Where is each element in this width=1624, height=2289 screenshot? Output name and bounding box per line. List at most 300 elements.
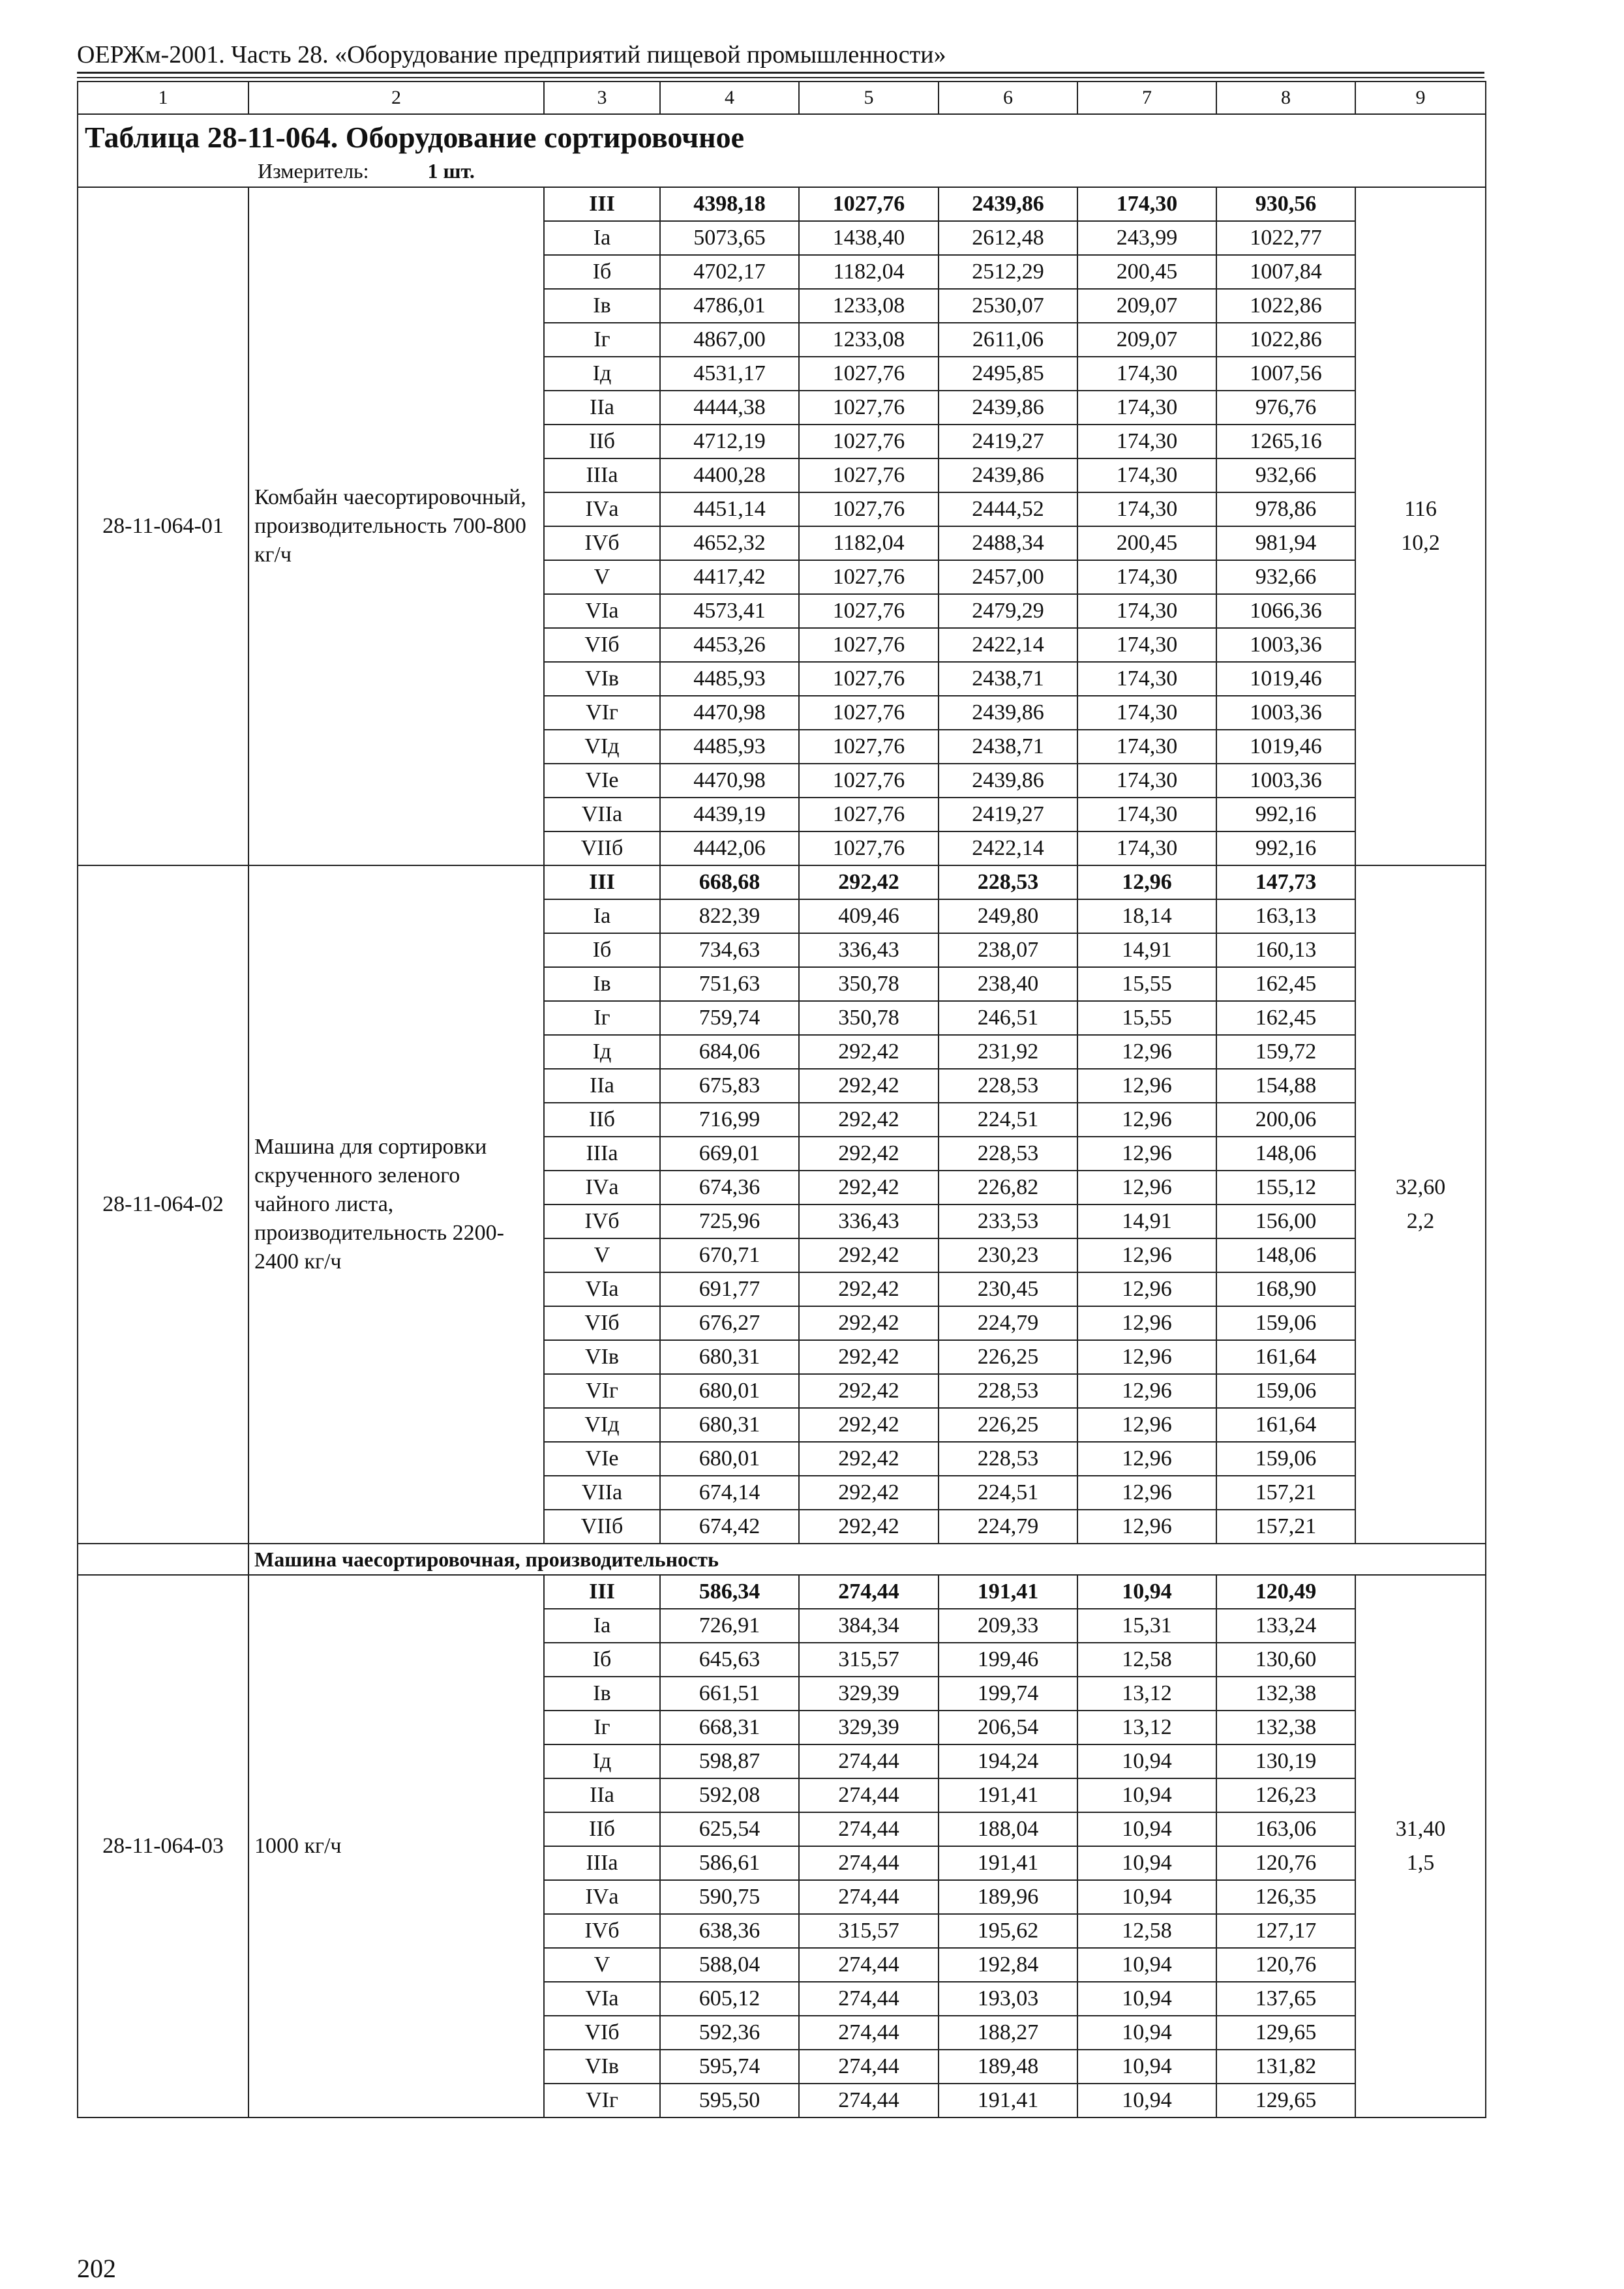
value-cell: 1022,77 xyxy=(1216,221,1355,255)
value-cell: 592,36 xyxy=(660,2016,799,2050)
value-cell: 2438,71 xyxy=(939,662,1077,696)
value-cell: 162,45 xyxy=(1216,967,1355,1001)
value-cell: 161,64 xyxy=(1216,1340,1355,1374)
value-cell: 1027,76 xyxy=(799,696,939,730)
value-cell: 292,42 xyxy=(799,1035,939,1069)
value-cell: 586,34 xyxy=(660,1575,799,1609)
value-cell: 1438,40 xyxy=(799,221,939,255)
zone-cell: IVб xyxy=(544,526,660,560)
zone-cell: IIа xyxy=(544,1069,660,1103)
value-cell: 228,53 xyxy=(939,865,1077,899)
value-cell: 661,51 xyxy=(660,1677,799,1711)
value-cell: 274,44 xyxy=(799,1744,939,1778)
zone-cell: Iв xyxy=(544,967,660,1001)
zone-cell: V xyxy=(544,1238,660,1272)
value-cell: 1182,04 xyxy=(799,526,939,560)
value-cell: 409,46 xyxy=(799,899,939,933)
item-col9 xyxy=(1355,1575,1486,2117)
value-cell: 174,30 xyxy=(1077,458,1216,492)
value-cell: 978,86 xyxy=(1216,492,1355,526)
value-cell: 1027,76 xyxy=(799,798,939,831)
value-cell: 206,54 xyxy=(939,1711,1077,1744)
zone-cell: VIб xyxy=(544,1306,660,1340)
value-cell: 2439,86 xyxy=(939,458,1077,492)
value-cell: 18,14 xyxy=(1077,899,1216,933)
value-cell: 4485,93 xyxy=(660,730,799,764)
value-cell: 159,06 xyxy=(1216,1374,1355,1408)
zone-cell: IVа xyxy=(544,492,660,526)
value-cell: 1027,76 xyxy=(799,425,939,458)
value-cell: 976,76 xyxy=(1216,391,1355,425)
value-cell: 188,27 xyxy=(939,2016,1077,2050)
value-cell: 162,45 xyxy=(1216,1001,1355,1035)
value-cell: 590,75 xyxy=(660,1880,799,1914)
value-cell: 174,30 xyxy=(1077,764,1216,798)
zone-cell: Iб xyxy=(544,1643,660,1677)
value-cell: 292,42 xyxy=(799,1408,939,1442)
value-cell: 1027,76 xyxy=(799,391,939,425)
col9-value: 10,2 xyxy=(1401,531,1440,555)
zone-cell: V xyxy=(544,560,660,594)
value-cell: 2439,86 xyxy=(939,391,1077,425)
value-cell: 10,94 xyxy=(1077,1812,1216,1846)
value-cell: 4398,18 xyxy=(660,187,799,221)
value-cell: 1019,46 xyxy=(1216,662,1355,696)
value-cell: 155,12 xyxy=(1216,1171,1355,1204)
value-cell: 292,42 xyxy=(799,1238,939,1272)
value-cell: 1233,08 xyxy=(799,323,939,357)
zone-cell: IIб xyxy=(544,425,660,458)
value-cell: 4702,17 xyxy=(660,255,799,289)
value-cell: 384,34 xyxy=(799,1609,939,1643)
value-cell: 12,96 xyxy=(1077,1272,1216,1306)
zone-cell: Iд xyxy=(544,1744,660,1778)
value-cell: 15,55 xyxy=(1077,1001,1216,1035)
value-cell: 292,42 xyxy=(799,1374,939,1408)
value-cell: 4470,98 xyxy=(660,696,799,730)
zone-cell: VIб xyxy=(544,628,660,662)
value-cell: 336,43 xyxy=(799,1204,939,1238)
value-cell: 200,06 xyxy=(1216,1103,1355,1137)
zone-cell: IVб xyxy=(544,1204,660,1238)
value-cell: 1027,76 xyxy=(799,458,939,492)
value-cell: 2457,00 xyxy=(939,560,1077,594)
zone-cell: IIIа xyxy=(544,1137,660,1171)
zone-cell: Iд xyxy=(544,1035,660,1069)
value-cell: 199,46 xyxy=(939,1643,1077,1677)
value-cell: 274,44 xyxy=(799,1812,939,1846)
value-cell: 2479,29 xyxy=(939,594,1077,628)
value-cell: 230,45 xyxy=(939,1272,1077,1306)
col-number: 7 xyxy=(1077,82,1216,114)
value-cell: 168,90 xyxy=(1216,1272,1355,1306)
table-row xyxy=(78,187,1486,221)
page-number: 202 xyxy=(77,2254,116,2283)
value-cell: 233,53 xyxy=(939,1204,1077,1238)
table-title: Таблица 28-11-064. Оборудование сортировочное xyxy=(85,121,745,154)
value-cell: 10,94 xyxy=(1077,1778,1216,1812)
value-cell: 691,77 xyxy=(660,1272,799,1306)
col9-value: 32,60 xyxy=(1395,1175,1446,1199)
value-cell: 15,31 xyxy=(1077,1609,1216,1643)
value-cell: 200,45 xyxy=(1077,526,1216,560)
zone-cell: IVа xyxy=(544,1171,660,1204)
value-cell: 668,31 xyxy=(660,1711,799,1744)
value-cell: 10,94 xyxy=(1077,1948,1216,1982)
value-cell: 595,74 xyxy=(660,2050,799,2084)
value-cell: 174,30 xyxy=(1077,798,1216,831)
value-cell: 10,94 xyxy=(1077,2016,1216,2050)
value-cell: 4453,26 xyxy=(660,628,799,662)
value-cell: 1265,16 xyxy=(1216,425,1355,458)
value-cell: 645,63 xyxy=(660,1643,799,1677)
value-cell: 12,96 xyxy=(1077,865,1216,899)
col9-value: 2,2 xyxy=(1406,1209,1435,1233)
zone-cell: VIа xyxy=(544,1982,660,2016)
zone-cell: IIа xyxy=(544,1778,660,1812)
value-cell: 200,45 xyxy=(1077,255,1216,289)
value-cell: 159,72 xyxy=(1216,1035,1355,1069)
header-rule-thin xyxy=(77,77,1484,78)
value-cell: 274,44 xyxy=(799,2016,939,2050)
value-cell: 159,06 xyxy=(1216,1306,1355,1340)
value-cell: 199,74 xyxy=(939,1677,1077,1711)
col-number: 8 xyxy=(1216,82,1355,114)
zone-cell: VIг xyxy=(544,1374,660,1408)
value-cell: 174,30 xyxy=(1077,425,1216,458)
value-cell: 163,13 xyxy=(1216,899,1355,933)
value-cell: 126,35 xyxy=(1216,1880,1355,1914)
value-cell: 2612,48 xyxy=(939,221,1077,255)
value-cell: 638,36 xyxy=(660,1914,799,1948)
value-cell: 230,23 xyxy=(939,1238,1077,1272)
zone-cell: Iг xyxy=(544,1001,660,1035)
value-cell: 226,25 xyxy=(939,1340,1077,1374)
price-table xyxy=(77,81,1486,2118)
zone-cell: VIIа xyxy=(544,798,660,831)
value-cell: 174,30 xyxy=(1077,831,1216,865)
col-number: 3 xyxy=(544,82,660,114)
value-cell: 189,48 xyxy=(939,2050,1077,2084)
value-cell: 15,55 xyxy=(1077,967,1216,1001)
value-cell: 4652,32 xyxy=(660,526,799,560)
zone-cell: VIв xyxy=(544,1340,660,1374)
value-cell: 2439,86 xyxy=(939,696,1077,730)
value-cell: 12,96 xyxy=(1077,1408,1216,1442)
value-cell: 148,06 xyxy=(1216,1137,1355,1171)
zone-cell: VIв xyxy=(544,662,660,696)
col-number: 6 xyxy=(939,82,1077,114)
value-cell: 932,66 xyxy=(1216,458,1355,492)
value-cell: 120,76 xyxy=(1216,1846,1355,1880)
value-cell: 1027,76 xyxy=(799,187,939,221)
value-cell: 274,44 xyxy=(799,1846,939,1880)
value-cell: 1027,76 xyxy=(799,662,939,696)
value-cell: 1027,76 xyxy=(799,492,939,526)
value-cell: 2439,86 xyxy=(939,187,1077,221)
zone-cell: IVа xyxy=(544,1880,660,1914)
value-cell: 274,44 xyxy=(799,2050,939,2084)
value-cell: 684,06 xyxy=(660,1035,799,1069)
value-cell: 191,41 xyxy=(939,1575,1077,1609)
item-code: 28-11-064-02 xyxy=(78,865,248,1544)
value-cell: 160,13 xyxy=(1216,933,1355,967)
value-cell: 12,96 xyxy=(1077,1069,1216,1103)
value-cell: 292,42 xyxy=(799,1340,939,1374)
value-cell: 231,92 xyxy=(939,1035,1077,1069)
value-cell: 992,16 xyxy=(1216,831,1355,865)
zone-cell: VIа xyxy=(544,1272,660,1306)
zone-cell: VIIб xyxy=(544,1510,660,1544)
value-cell: 725,96 xyxy=(660,1204,799,1238)
value-cell: 605,12 xyxy=(660,1982,799,2016)
value-cell: 129,65 xyxy=(1216,2016,1355,2050)
value-cell: 680,31 xyxy=(660,1408,799,1442)
value-cell: 350,78 xyxy=(799,1001,939,1035)
value-cell: 4485,93 xyxy=(660,662,799,696)
value-cell: 588,04 xyxy=(660,1948,799,1982)
value-cell: 1027,76 xyxy=(799,357,939,391)
item-col9 xyxy=(1355,865,1486,1544)
value-cell: 1182,04 xyxy=(799,255,939,289)
value-cell: 10,94 xyxy=(1077,1744,1216,1778)
value-cell: 336,43 xyxy=(799,933,939,967)
zone-cell: VIг xyxy=(544,2084,660,2117)
zone-cell: VIд xyxy=(544,730,660,764)
zone-cell: III xyxy=(544,865,660,899)
value-cell: 592,08 xyxy=(660,1778,799,1812)
value-cell: 226,25 xyxy=(939,1408,1077,1442)
value-cell: 161,64 xyxy=(1216,1408,1355,1442)
value-cell: 228,53 xyxy=(939,1137,1077,1171)
zone-cell: Iв xyxy=(544,1677,660,1711)
value-cell: 243,99 xyxy=(1077,221,1216,255)
subgroup-caption: Машина чаесортировочная, производительность xyxy=(248,1544,1486,1575)
subgroup-caption-row xyxy=(78,1544,1486,1575)
value-cell: 329,39 xyxy=(799,1677,939,1711)
value-cell: 292,42 xyxy=(799,1272,939,1306)
zone-cell: Iд xyxy=(544,357,660,391)
zone-cell: VIе xyxy=(544,1442,660,1476)
value-cell: 148,06 xyxy=(1216,1238,1355,1272)
value-cell: 674,14 xyxy=(660,1476,799,1510)
value-cell: 680,01 xyxy=(660,1374,799,1408)
zone-cell: IIа xyxy=(544,391,660,425)
value-cell: 238,07 xyxy=(939,933,1077,967)
value-cell: 2530,07 xyxy=(939,289,1077,323)
table-title-row xyxy=(78,114,1486,187)
value-cell: 274,44 xyxy=(799,2084,939,2117)
zone-cell: IIIа xyxy=(544,1846,660,1880)
zone-cell: Iа xyxy=(544,221,660,255)
value-cell: 2419,27 xyxy=(939,798,1077,831)
value-cell: 350,78 xyxy=(799,967,939,1001)
value-cell: 224,51 xyxy=(939,1476,1077,1510)
value-cell: 759,74 xyxy=(660,1001,799,1035)
value-cell: 174,30 xyxy=(1077,730,1216,764)
value-cell: 586,61 xyxy=(660,1846,799,1880)
value-cell: 1022,86 xyxy=(1216,289,1355,323)
value-cell: 1027,76 xyxy=(799,764,939,798)
zone-cell: Iб xyxy=(544,933,660,967)
value-cell: 10,94 xyxy=(1077,1982,1216,2016)
value-cell: 12,96 xyxy=(1077,1442,1216,1476)
value-cell: 315,57 xyxy=(799,1914,939,1948)
value-cell: 1027,76 xyxy=(799,730,939,764)
value-cell: 191,41 xyxy=(939,1846,1077,1880)
value-cell: 10,94 xyxy=(1077,1880,1216,1914)
value-cell: 930,56 xyxy=(1216,187,1355,221)
value-cell: 10,94 xyxy=(1077,1575,1216,1609)
value-cell: 209,07 xyxy=(1077,289,1216,323)
value-cell: 4470,98 xyxy=(660,764,799,798)
value-cell: 2422,14 xyxy=(939,831,1077,865)
value-cell: 1066,36 xyxy=(1216,594,1355,628)
value-cell: 224,79 xyxy=(939,1510,1077,1544)
column-number-row xyxy=(78,82,1486,114)
value-cell: 1007,56 xyxy=(1216,357,1355,391)
value-cell: 1027,76 xyxy=(799,594,939,628)
value-cell: 224,51 xyxy=(939,1103,1077,1137)
value-cell: 174,30 xyxy=(1077,187,1216,221)
unit-label: Измеритель: xyxy=(258,159,369,183)
value-cell: 10,94 xyxy=(1077,1846,1216,1880)
value-cell: 2611,06 xyxy=(939,323,1077,357)
value-cell: 716,99 xyxy=(660,1103,799,1137)
value-cell: 2444,52 xyxy=(939,492,1077,526)
unit-value: 1 шт. xyxy=(427,159,475,183)
value-cell: 751,63 xyxy=(660,967,799,1001)
value-cell: 4442,06 xyxy=(660,831,799,865)
table-row xyxy=(78,1575,1486,1609)
value-cell: 822,39 xyxy=(660,899,799,933)
value-cell: 1007,84 xyxy=(1216,255,1355,289)
value-cell: 13,12 xyxy=(1077,1711,1216,1744)
value-cell: 14,91 xyxy=(1077,933,1216,967)
zone-cell: III xyxy=(544,1575,660,1609)
value-cell: 228,53 xyxy=(939,1442,1077,1476)
zone-cell: III xyxy=(544,187,660,221)
value-cell: 329,39 xyxy=(799,1711,939,1744)
col-number: 9 xyxy=(1355,82,1486,114)
value-cell: 274,44 xyxy=(799,1575,939,1609)
value-cell: 292,42 xyxy=(799,1069,939,1103)
value-cell: 674,36 xyxy=(660,1171,799,1204)
value-cell: 189,96 xyxy=(939,1880,1077,1914)
value-cell: 669,01 xyxy=(660,1137,799,1171)
value-cell: 1233,08 xyxy=(799,289,939,323)
col-number: 1 xyxy=(78,82,248,114)
value-cell: 12,96 xyxy=(1077,1374,1216,1408)
value-cell: 224,79 xyxy=(939,1306,1077,1340)
value-cell: 130,60 xyxy=(1216,1643,1355,1677)
value-cell: 274,44 xyxy=(799,1982,939,2016)
value-cell: 1027,76 xyxy=(799,831,939,865)
zone-cell: VIб xyxy=(544,2016,660,2050)
value-cell: 174,30 xyxy=(1077,357,1216,391)
col-number: 5 xyxy=(799,82,939,114)
value-cell: 4867,00 xyxy=(660,323,799,357)
value-cell: 10,94 xyxy=(1077,2050,1216,2084)
zone-cell: VIг xyxy=(544,696,660,730)
value-cell: 13,12 xyxy=(1077,1677,1216,1711)
value-cell: 12,96 xyxy=(1077,1103,1216,1137)
value-cell: 191,41 xyxy=(939,2084,1077,2117)
value-cell: 595,50 xyxy=(660,2084,799,2117)
value-cell: 1003,36 xyxy=(1216,696,1355,730)
value-cell: 188,04 xyxy=(939,1812,1077,1846)
zone-cell: IVб xyxy=(544,1914,660,1948)
zone-cell: Iв xyxy=(544,289,660,323)
col9-value: 31,40 xyxy=(1395,1817,1446,1841)
value-cell: 132,38 xyxy=(1216,1677,1355,1711)
value-cell: 1003,36 xyxy=(1216,764,1355,798)
value-cell: 992,16 xyxy=(1216,798,1355,831)
table-row xyxy=(78,865,1486,899)
value-cell: 5073,65 xyxy=(660,221,799,255)
value-cell: 292,42 xyxy=(799,1103,939,1137)
value-cell: 2422,14 xyxy=(939,628,1077,662)
value-cell: 2439,86 xyxy=(939,764,1077,798)
value-cell: 292,42 xyxy=(799,1306,939,1340)
col-number: 2 xyxy=(248,82,544,114)
value-cell: 174,30 xyxy=(1077,628,1216,662)
value-cell: 174,30 xyxy=(1077,492,1216,526)
value-cell: 1003,36 xyxy=(1216,628,1355,662)
col-number: 4 xyxy=(660,82,799,114)
value-cell: 12,96 xyxy=(1077,1137,1216,1171)
value-cell: 157,21 xyxy=(1216,1510,1355,1544)
zone-cell: VIв xyxy=(544,2050,660,2084)
value-cell: 726,91 xyxy=(660,1609,799,1643)
value-cell: 2495,85 xyxy=(939,357,1077,391)
value-cell: 193,03 xyxy=(939,1982,1077,2016)
value-cell: 209,07 xyxy=(1077,323,1216,357)
zone-cell: Iа xyxy=(544,899,660,933)
zone-cell: V xyxy=(544,1948,660,1982)
item-code: 28-11-064-03 xyxy=(78,1575,248,2117)
value-cell: 1027,76 xyxy=(799,628,939,662)
value-cell: 195,62 xyxy=(939,1914,1077,1948)
value-cell: 120,49 xyxy=(1216,1575,1355,1609)
value-cell: 12,58 xyxy=(1077,1914,1216,1948)
value-cell: 12,96 xyxy=(1077,1340,1216,1374)
value-cell: 274,44 xyxy=(799,1948,939,1982)
value-cell: 159,06 xyxy=(1216,1442,1355,1476)
value-cell: 192,84 xyxy=(939,1948,1077,1982)
zone-cell: Iа xyxy=(544,1609,660,1643)
value-cell: 274,44 xyxy=(799,1778,939,1812)
zone-cell: IIб xyxy=(544,1103,660,1137)
value-cell: 1019,46 xyxy=(1216,730,1355,764)
value-cell: 12,96 xyxy=(1077,1476,1216,1510)
zone-cell: Iг xyxy=(544,323,660,357)
zone-cell: VIе xyxy=(544,764,660,798)
value-cell: 129,65 xyxy=(1216,2084,1355,2117)
value-cell: 292,42 xyxy=(799,865,939,899)
item-description: 1000 кг/ч xyxy=(248,1575,544,2117)
value-cell: 12,96 xyxy=(1077,1171,1216,1204)
value-cell: 120,76 xyxy=(1216,1948,1355,1982)
value-cell: 315,57 xyxy=(799,1643,939,1677)
value-cell: 4531,17 xyxy=(660,357,799,391)
value-cell: 680,31 xyxy=(660,1340,799,1374)
value-cell: 292,42 xyxy=(799,1137,939,1171)
zone-cell: VIд xyxy=(544,1408,660,1442)
value-cell: 670,71 xyxy=(660,1238,799,1272)
value-cell: 12,96 xyxy=(1077,1035,1216,1069)
value-cell: 12,58 xyxy=(1077,1643,1216,1677)
